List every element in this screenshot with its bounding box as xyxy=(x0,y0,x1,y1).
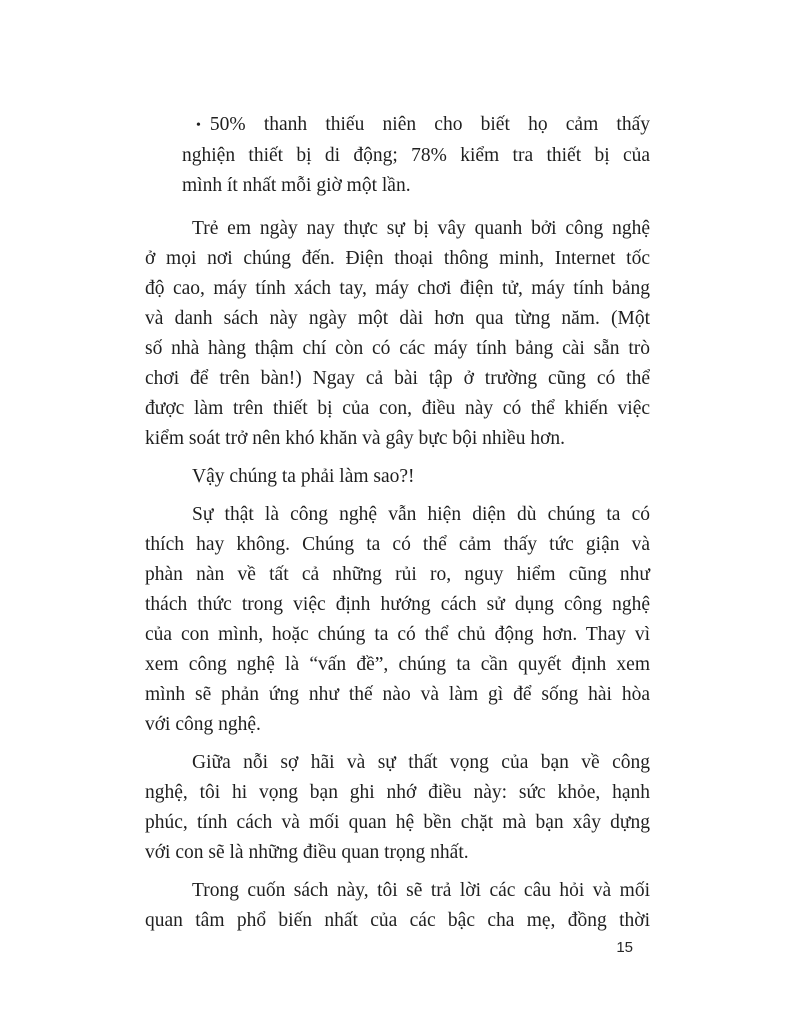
paragraph xyxy=(145,876,650,936)
paragraph-line: thách thức trong việc định hướng cách sử dụng công nghệ xyxy=(145,593,650,615)
page-number: 15 xyxy=(616,939,633,956)
paragraph-line: quan tâm phổ biến nhất của các bậc cha mẹ, đồng thời xyxy=(145,909,650,931)
paragraph-line: Trong cuốn sách này, tôi sẽ trả lời các câu hỏi và mối xyxy=(192,879,650,901)
bullet-icon: • xyxy=(196,117,201,133)
paragraph-line: thích hay không. Chúng ta có thể cảm thấy tức giận và xyxy=(145,533,650,555)
paragraph-line: mình sẽ phản ứng như thế nào và làm gì để sống hài hòa xyxy=(145,683,650,705)
bullet-line: mình ít nhất mỗi giờ một lần. xyxy=(182,174,411,196)
paragraph-line: Vậy chúng ta phải làm sao?! xyxy=(192,465,415,487)
paragraph-line: số nhà hàng thậm chí còn có các máy tính bảng cài sẵn trò xyxy=(145,337,650,359)
paragraph-line: phúc, tính cách và mối quan hệ bền chặt mà bạn xây dựng xyxy=(145,811,650,833)
paragraph-line: và danh sách này ngày một dài hơn qua từng năm. (Một xyxy=(145,307,650,329)
paragraph xyxy=(145,748,650,868)
paragraph-line: ở mọi nơi chúng đến. Điện thoại thông minh, Internet tốc xyxy=(145,247,650,269)
bullet-line xyxy=(182,110,650,141)
paragraph-line: nghệ, tôi hi vọng bạn ghi nhớ điều này: sức khỏe, hạnh xyxy=(145,781,650,803)
paragraph-line: phàn nàn về tất cả những rủi ro, nguy hiểm cũng như xyxy=(145,563,650,585)
paragraph-line: xem công nghệ là “vấn đề”, chúng ta cần quyết định xem xyxy=(145,653,650,675)
bullet-line: nghiện thiết bị di động; 78% kiểm tra thiết bị của xyxy=(182,144,650,166)
text-column xyxy=(145,110,650,936)
paragraph-line: với công nghệ. xyxy=(145,713,261,735)
paragraph-line: kiểm soát trở nên khó khăn và gây bực bội nhiều hơn. xyxy=(145,427,566,449)
paragraph-line: Giữa nỗi sợ hãi và sự thất vọng của bạn về công xyxy=(192,751,650,773)
paragraph-line: của con mình, hoặc chúng ta có thể chủ động hơn. Thay vì xyxy=(145,623,650,645)
bullet-text: 50% thanh thiếu niên cho biết họ cảm thấy xyxy=(209,114,650,135)
paragraph xyxy=(145,214,650,454)
paragraph-line: Sự thật là công nghệ vẫn hiện diện dù chúng ta có xyxy=(192,503,650,525)
paragraph xyxy=(145,462,650,492)
paragraph-line: độ cao, máy tính xách tay, máy chơi điện tử, máy tính bảng xyxy=(145,277,650,299)
paragraph-line: với con sẽ là những điều quan trọng nhất. xyxy=(145,841,469,863)
paragraph-line: chơi để trên bàn!) Ngay cả bài tập ở trường cũng có thể xyxy=(145,367,650,389)
bullet-item xyxy=(182,110,650,201)
paragraph-line: Trẻ em ngày nay thực sự bị vây quanh bởi công nghệ xyxy=(192,217,650,239)
paragraph xyxy=(145,500,650,740)
paragraph-line: được làm trên thiết bị của con, điều này có thể khiến việc xyxy=(145,397,650,419)
